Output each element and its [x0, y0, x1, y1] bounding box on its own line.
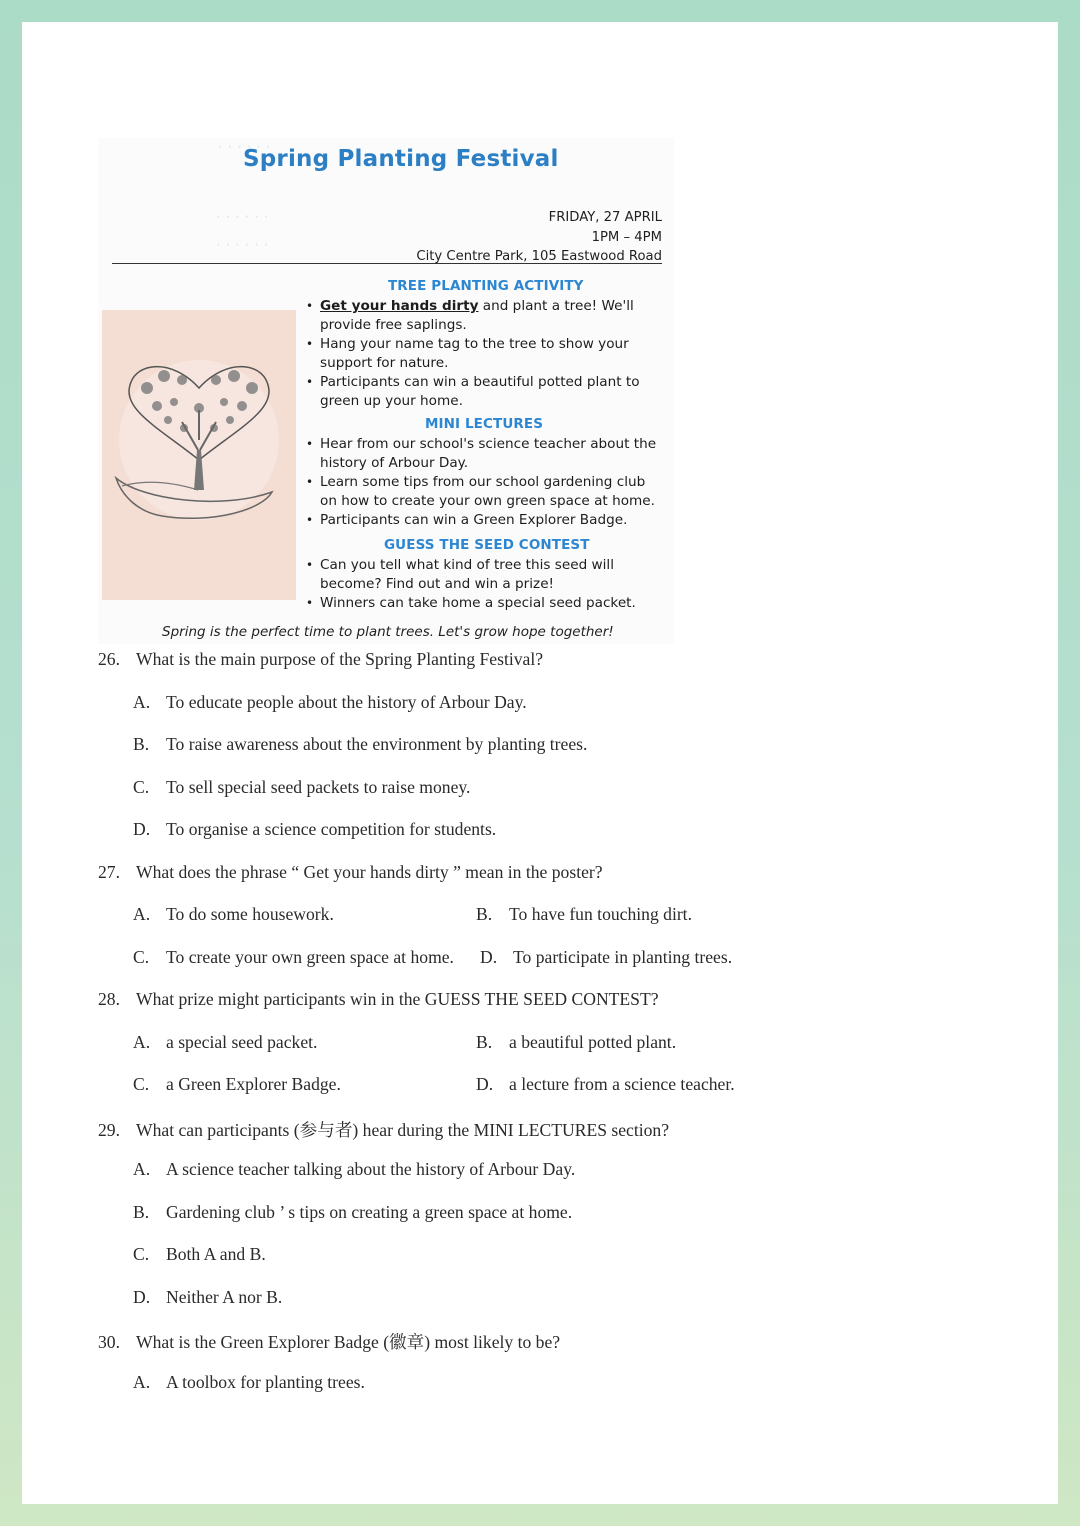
poster-title: Spring Planting Festival [243, 146, 559, 172]
option-29b[interactable]: B. Gardening club ’ s tips on creating a green space at home. [133, 1202, 573, 1222]
section-heading-tree-planting: TREE PLANTING ACTIVITY [388, 278, 584, 294]
question-30: 30. What is the Green Explorer Badge (徽章) most likely to be? [98, 1332, 561, 1352]
list-item: • Participants can win a Green Explorer Badge. [306, 511, 666, 530]
list-item: • Learn some tips from our school gardening club on how to create your own green space at home. [306, 473, 666, 511]
worksheet-page [22, 22, 1058, 1504]
option-26d[interactable]: D. To organise a science competition for students. [133, 819, 497, 839]
tree-planting-list [306, 297, 666, 411]
option-27a[interactable]: A. To do some housework. [133, 904, 334, 924]
poster-divider [112, 263, 662, 264]
question-29: 29. What can participants (参与者) hear during the MINI LECTURES section? [98, 1120, 670, 1140]
event-details [416, 208, 662, 267]
question-26: 26. What is the main purpose of the Spring Planting Festival? [98, 649, 544, 669]
section-heading-seed-contest: GUESS THE SEED CONTEST [384, 537, 590, 553]
option-29c[interactable]: C. Both A and B. [133, 1244, 266, 1264]
event-time: 1PM – 4PM [591, 229, 662, 245]
option-27c[interactable]: C. To create your own green space at home. [133, 947, 454, 967]
question-27: 27. What does the phrase “ Get your hands dirty ” mean in the poster? [98, 862, 603, 882]
option-29d[interactable]: D. Neither A nor B. [133, 1287, 283, 1307]
seed-contest-list [306, 556, 666, 613]
section-heading-mini-lectures: MINI LECTURES [425, 416, 544, 432]
option-26a[interactable]: A. To educate people about the history of Arbour Day. [133, 692, 527, 712]
list-item: • Participants can win a beautiful potted plant to green up your home. [306, 373, 666, 411]
option-27b[interactable]: B. To have fun touching dirt. [476, 904, 692, 924]
list-item: • Get your hands dirty and plant a tree! We'll provide free saplings. [306, 297, 666, 335]
option-28b[interactable]: B. a beautiful potted plant. [476, 1032, 677, 1052]
option-28c[interactable]: C. a Green Explorer Badge. [133, 1074, 341, 1094]
event-venue: City Centre Park, 105 Eastwood Road [416, 249, 662, 264]
option-28d[interactable]: D. a lecture from a science teacher. [476, 1074, 735, 1094]
question-28: 28. What prize might participants win in the GUESS THE SEED CONTEST? [98, 989, 659, 1009]
option-30a[interactable]: A. A toolbox for planting trees. [133, 1372, 365, 1392]
option-28a[interactable]: A. a special seed packet. [133, 1032, 318, 1052]
poster-footer: Spring is the perfect time to plant trees. Let's grow hope together! [162, 624, 614, 640]
event-date: FRIDAY, 27 APRIL [548, 210, 662, 225]
option-26c[interactable]: C. To sell special seed packets to raise money. [133, 777, 471, 797]
list-item: • Hang your name tag to the tree to show your support for nature. [306, 335, 666, 373]
option-26b[interactable]: B. To raise awareness about the environment by planting trees. [133, 734, 588, 754]
option-29a[interactable]: A. A science teacher talking about the history of Arbour Day. [133, 1159, 576, 1179]
heart-tree-icon [102, 310, 296, 600]
list-item: • Can you tell what kind of tree this seed will become? Find out and win a prize! [306, 556, 666, 594]
list-item: • Winners can take home a special seed packet. [306, 594, 666, 613]
heart-tree-illustration [102, 310, 296, 600]
mini-lectures-list [306, 435, 666, 530]
option-27d[interactable]: D. To participate in planting trees. [480, 947, 733, 967]
festival-poster: · · · · · · · · · · · · · · · · · · Spring Planting Festival FRIDAY, 27 APRIL 1PM – 4PM City Centre Park, 105 Eastwood Road TREE PLANTING ACTIVITY • Get your hands dirty and plant a tree! We'll provide free saplings. • Hang your name tag to the tree to show your support for nature. • Participants can win a beautiful potted plant to green up your home. MINI LECTURES • Hear from our school's science teacher about the history of Arbour Day. • Learn some tips from our school gardening club on how to create your own green space at home. • Participants can win a Green Explorer Badge. GUESS THE SEED CONTEST • Can you tell what kind of tree this seed will become? Find out and win a prize! • Winners can take home a special seed packet. Spring is the perfect time to plant trees. Let's grow hope together! [98, 138, 674, 644]
list-item: • Hear from our school's science teacher about the history of Arbour Day. [306, 435, 666, 473]
